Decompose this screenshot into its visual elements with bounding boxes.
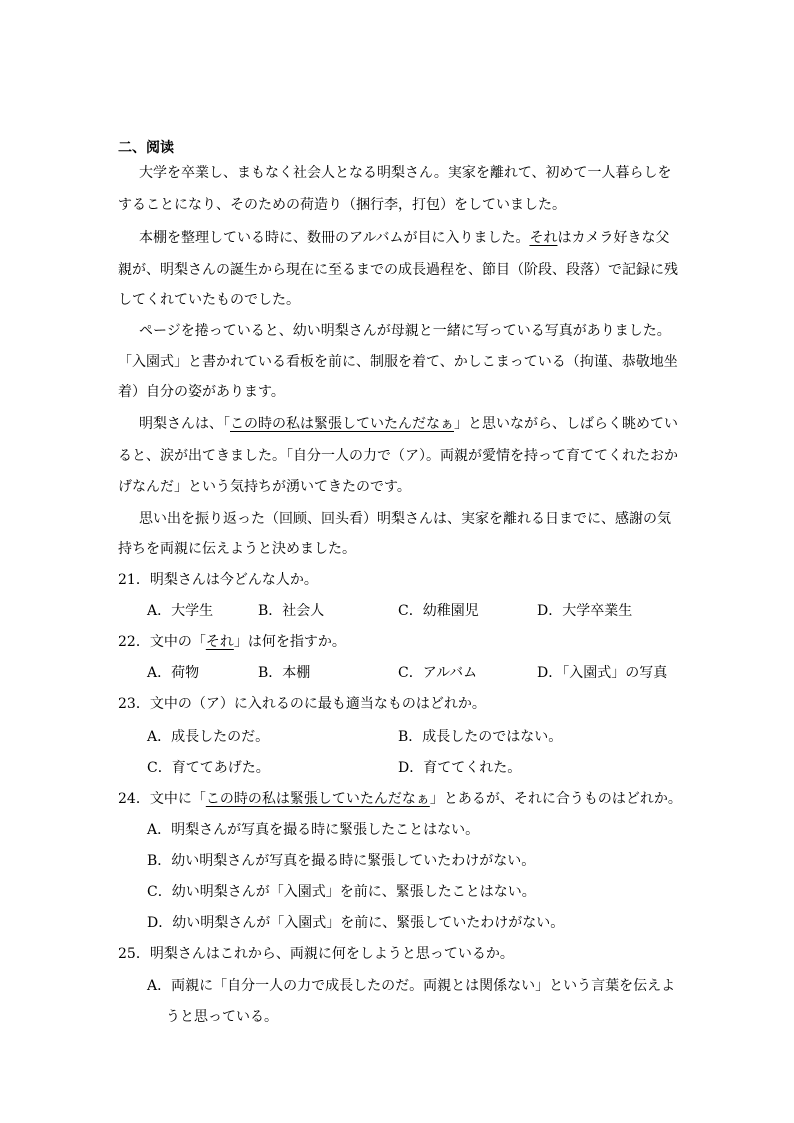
question-23-stem: 23．文中の（ア）に入れるのに最も適当なものはどれか。 <box>118 696 486 712</box>
passage-p3-line1: ページを捲っていると、幼い明梨さんが母親と一緒に写っている写真がありました。 <box>139 323 671 339</box>
q24-option-d[interactable]: D．幼い明梨さんが「入園式」を前に、緊張していたわけがない。 <box>147 915 565 931</box>
question-24-stem <box>118 789 682 809</box>
passage-p3-line2: 「入園式」と書かれている看板を前に、制服を着て、かしこまっている（拘谨、恭敬地坐 <box>118 354 678 370</box>
passage-text: 明梨さんは、「 <box>139 416 230 432</box>
passage-text: はカメラ好きな父 <box>557 230 670 246</box>
q22-option-d[interactable]: D．「入園式」の写真 <box>537 665 668 681</box>
q21-option-a[interactable]: A．大学生 <box>147 603 214 619</box>
q24-option-a[interactable]: A．明梨さんが写真を撮る時に緊張したことはない。 <box>147 822 480 838</box>
underlined-sore: それ <box>529 230 558 246</box>
question-text: 」は何を指すか。 <box>233 634 346 650</box>
q23-option-a[interactable]: A．成長したのだ。 <box>147 729 270 745</box>
q24-option-c[interactable]: C．幼い明梨さんが「入園式」を前に、緊張したことはない。 <box>147 884 536 900</box>
passage-p2-line3: してくれていたものでした。 <box>118 292 300 308</box>
question-21-stem: 21．明梨さんは今どんな人か。 <box>118 572 318 588</box>
question-text: 22．文中の「 <box>118 634 206 650</box>
q23-option-b[interactable]: B．成長したのではない。 <box>398 729 563 745</box>
passage-p4-line1 <box>139 414 678 434</box>
q22-option-a[interactable]: A．荷物 <box>147 665 200 681</box>
passage-text: 」と思いながら、しばらく眺めてい <box>454 416 678 432</box>
q25-option-a-line2[interactable]: うと思っている。 <box>166 1009 278 1025</box>
q22-option-b[interactable]: B．本棚 <box>258 665 311 681</box>
q23-option-c[interactable]: C．育ててあげた。 <box>147 760 270 776</box>
underlined-sore: それ <box>205 634 234 650</box>
q21-option-d[interactable]: D．大学卒業生 <box>537 603 633 619</box>
q23-option-d[interactable]: D．育ててくれた。 <box>398 760 522 776</box>
passage-p4-line3: げなんだ」という気持ちが湧いてきたのです。 <box>118 479 411 495</box>
passage-p1-line1: 大学を卒業し、まもなく社会人となる明梨さん。実家を離れて、初めて一人暮らしを <box>139 165 672 181</box>
passage-p3-line3: 着）自分の姿があります。 <box>118 384 285 400</box>
passage-p5-line2: 持ちを両親に伝えようと決めました。 <box>118 541 356 557</box>
question-text: 」とあるが、それに合うものはどれか。 <box>429 791 682 807</box>
passage-p1-line2: することになり、そのための荷造り（捆行李，打包）をしていました。 <box>118 197 566 213</box>
passage-p2-line1 <box>139 228 669 248</box>
q22-option-c[interactable]: C．アルバム <box>398 665 478 681</box>
q21-option-c[interactable]: C．幼稚園児 <box>398 603 479 619</box>
passage-p4-line2: ると、涙が出てきました。「自分一人の力で（ア）。両親が愛情を持って育ててくれたおか <box>118 448 678 464</box>
q21-option-b[interactable]: B．社会人 <box>258 603 325 619</box>
passage-p5-line1: 思い出を振り返った（回顾、回头看）明梨さんは、実家を離れる日までに、感謝の気 <box>139 511 671 527</box>
q24-option-b[interactable]: B．幼い明梨さんが写真を撮る時に緊張していたわけがない。 <box>147 853 536 869</box>
question-25-stem: 25．明梨さんはこれから、両親に何をしようと思っているか。 <box>118 946 514 962</box>
section-title: 二、阅读 <box>118 140 174 156</box>
question-text: 24．文中に「 <box>118 791 206 807</box>
underlined-sentence: この時の私は緊張していたんだなぁ <box>205 791 430 807</box>
q25-option-a-line1[interactable]: A．両親に「自分一人の力で成長したのだ。両親とは関係ない」という言葉を伝えよ <box>147 978 676 994</box>
passage-text: 本棚を整理している時に、数冊のアルバムが目に入りました。 <box>139 230 530 246</box>
question-22-stem <box>118 632 346 652</box>
underlined-sentence: この時の私は緊張していたんだなぁ <box>230 416 454 432</box>
passage-p2-line2: 親が、明梨さんの誕生から現在に至るまでの成長過程を、節目（阶段、段落）で記録に残 <box>118 262 678 278</box>
